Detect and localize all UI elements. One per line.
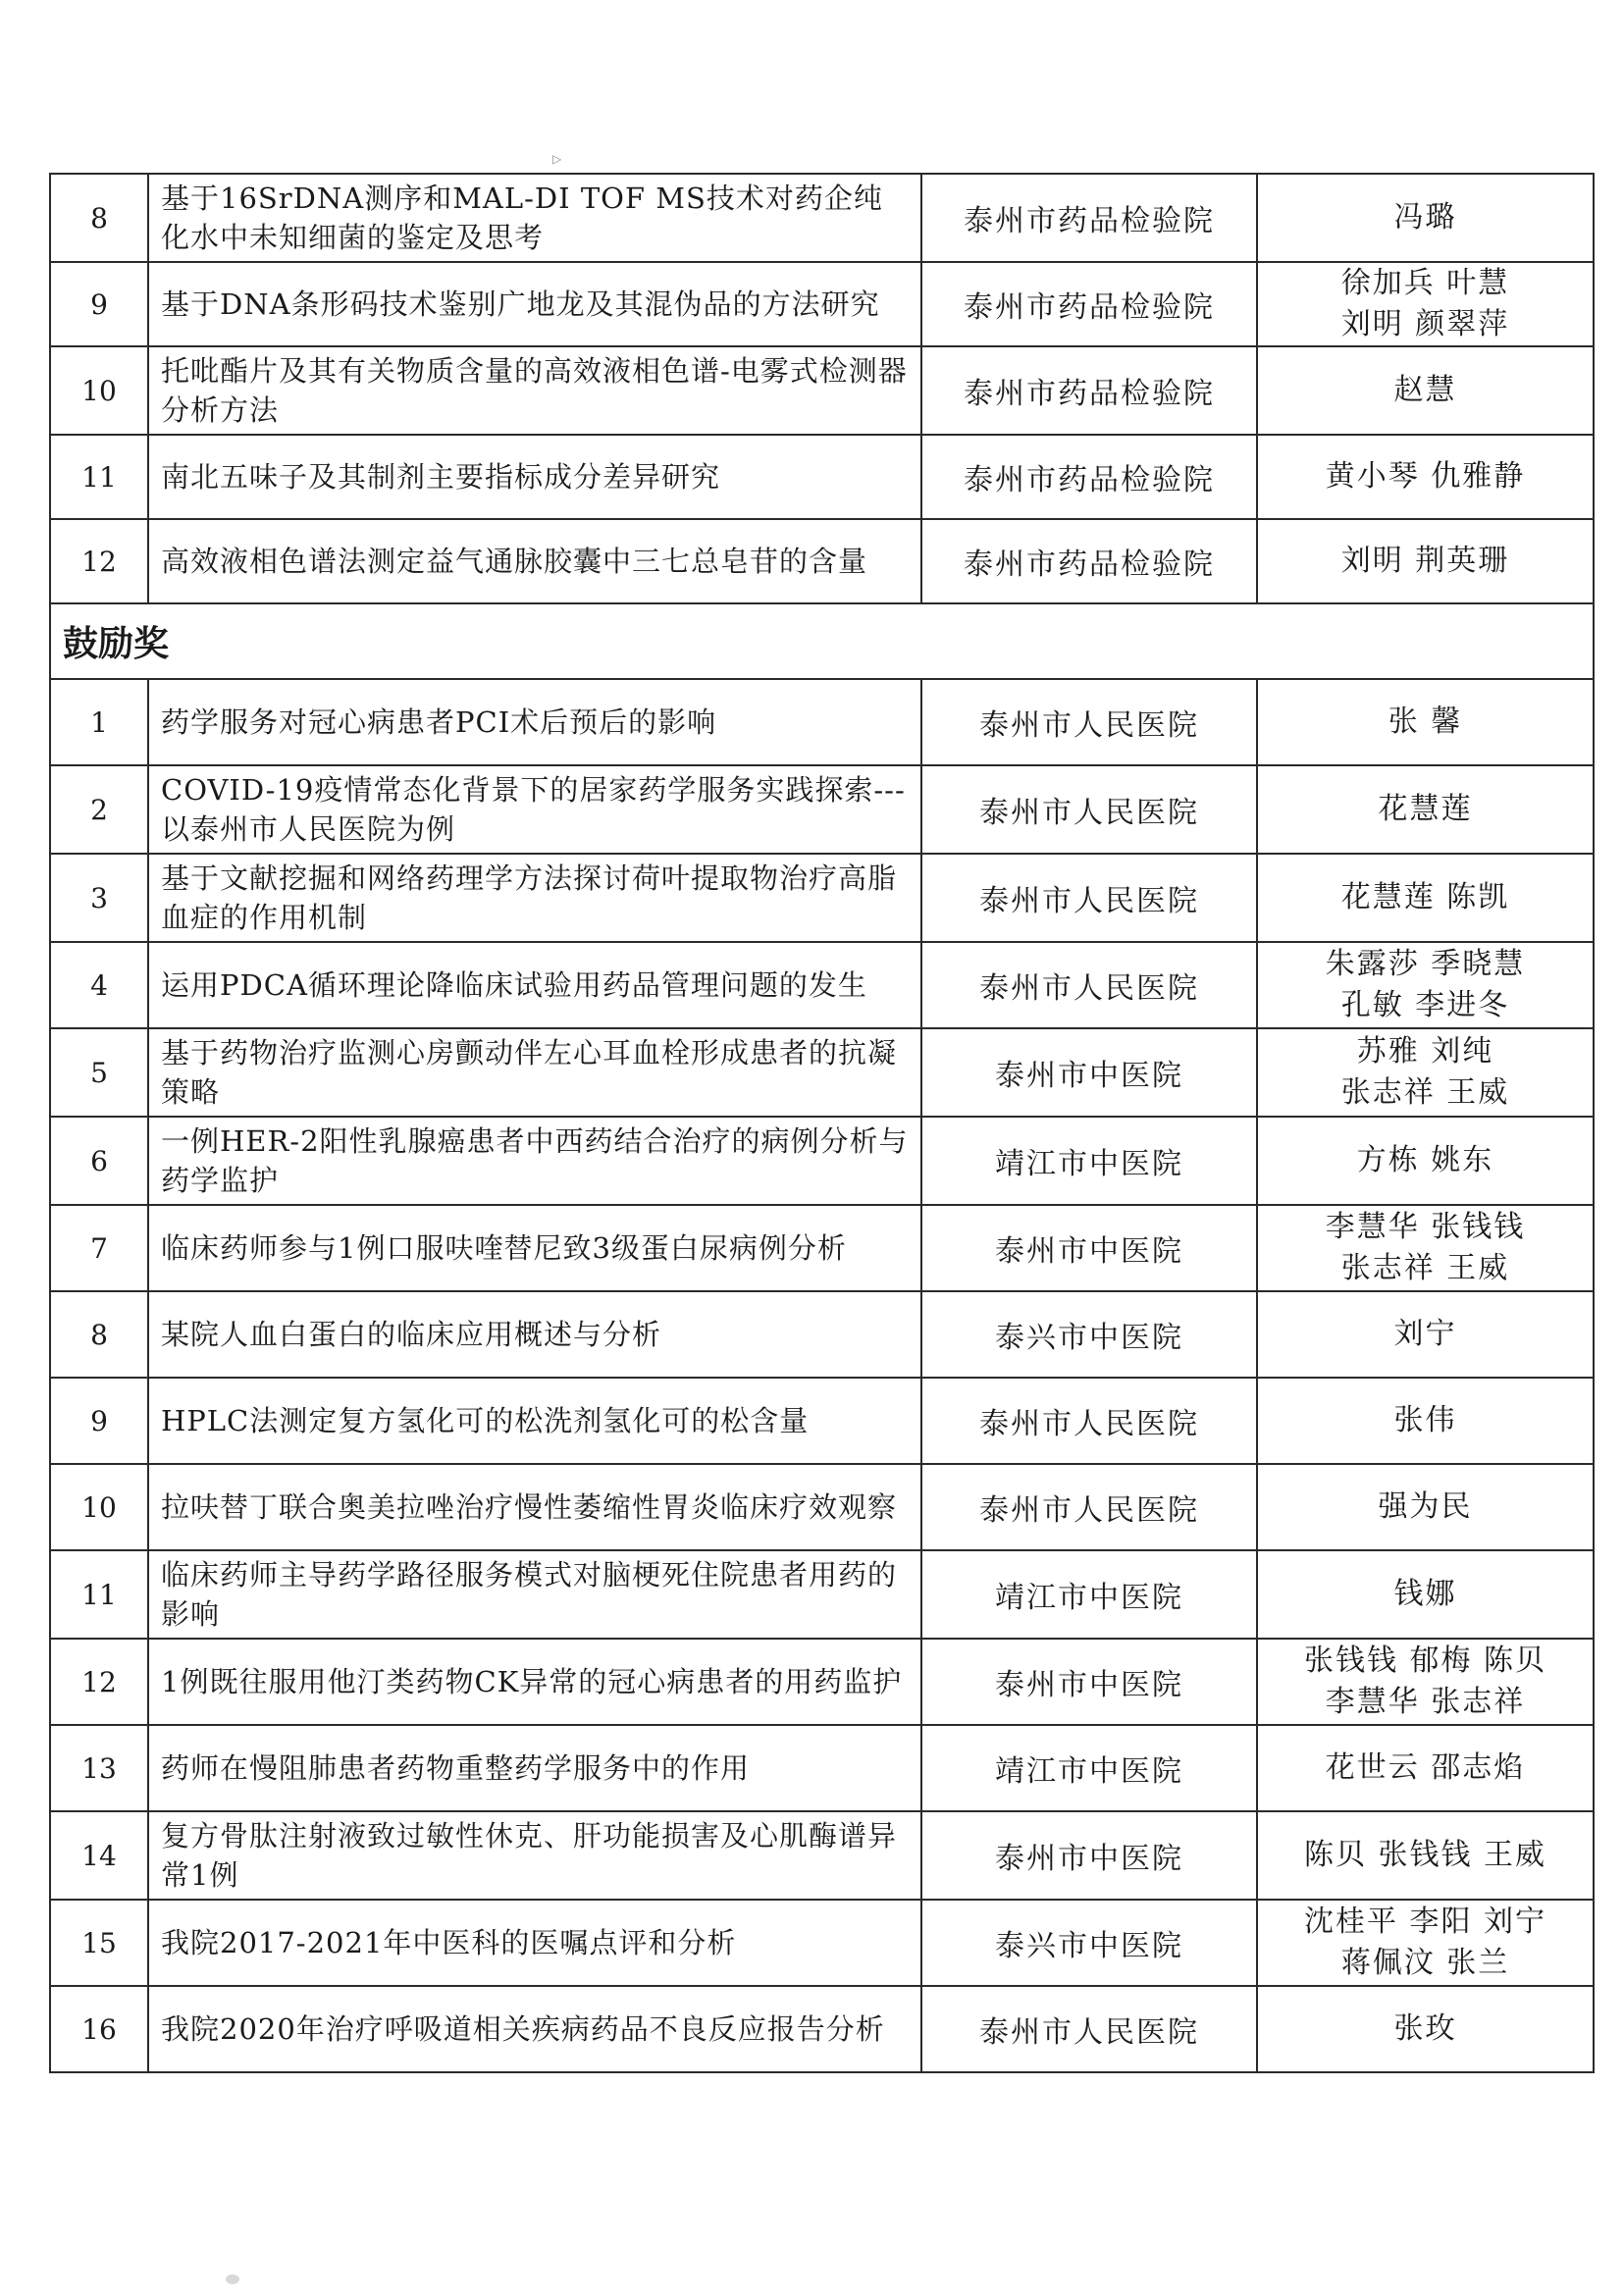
author-line: 花慧莲: [1378, 792, 1473, 826]
paper-title: 基于药物治疗监测心房颤动伴左心耳血栓形成患者的抗凝策略: [148, 1028, 921, 1117]
table-row: [50, 262, 1594, 346]
author-line: 李慧华 张志祥: [1325, 1685, 1526, 1719]
organization: 泰州市人民医院: [921, 1378, 1257, 1464]
paper-title: 基于16SrDNA测序和MAL-DI TOF MS技术对药企纯化水中未知细菌的鉴定及思考: [148, 174, 921, 262]
authors: [1257, 1811, 1594, 1900]
table-row: [50, 435, 1594, 519]
organization: 泰州市药品检验院: [921, 174, 1257, 262]
authors: [1257, 519, 1594, 603]
author-line: 花慧莲 陈凯: [1340, 880, 1510, 914]
table-row: [50, 1378, 1594, 1464]
table-row: [50, 942, 1594, 1028]
authors: [1257, 1378, 1594, 1464]
row-number: 2: [50, 765, 148, 854]
authors: [1257, 765, 1594, 854]
author-line: 陈贝 张钱钱 王威: [1303, 1838, 1547, 1872]
authors: [1257, 1900, 1594, 1986]
authors: [1257, 174, 1594, 262]
paper-title: 复方骨肽注射液致过敏性休克、肝功能损害及心肌酶谱异常1例: [148, 1811, 921, 1900]
authors: [1257, 435, 1594, 519]
paper-title: 药师在慢阻肺患者药物重整药学服务中的作用: [148, 1725, 921, 1811]
author-line: 方栋 姚东: [1356, 1143, 1494, 1177]
row-number: 9: [50, 262, 148, 346]
encouragement-prize-rows: [50, 679, 1594, 2072]
table-row: [50, 346, 1594, 435]
row-number: 1: [50, 679, 148, 765]
organization: 泰州市药品检验院: [921, 346, 1257, 435]
authors: [1257, 1291, 1594, 1378]
author-line: 张志祥 王威: [1340, 1251, 1510, 1285]
organization: 泰兴市中医院: [921, 1291, 1257, 1378]
organization: 泰州市中医院: [921, 1028, 1257, 1117]
awards-table-container: [49, 173, 1595, 2073]
organization: 泰州市药品检验院: [921, 519, 1257, 603]
awards-table: [49, 173, 1595, 2073]
author-line: 钱娜: [1393, 1577, 1457, 1611]
row-number: 8: [50, 1291, 148, 1378]
organization: 泰州市人民医院: [921, 942, 1257, 1028]
table-row: [50, 1639, 1594, 1725]
author-line: 苏雅 刘纯: [1356, 1034, 1494, 1069]
author-line: 孔敏 李进冬: [1340, 988, 1510, 1022]
row-number: 16: [50, 1986, 148, 2072]
organization: 泰州市药品检验院: [921, 262, 1257, 346]
author-line: 强为民: [1378, 1489, 1473, 1524]
table-row: [50, 1550, 1594, 1639]
paper-title: HPLC法测定复方氢化可的松洗剂氢化可的松含量: [148, 1378, 921, 1464]
organization: 靖江市中医院: [921, 1725, 1257, 1811]
row-number: 3: [50, 854, 148, 942]
authors: [1257, 346, 1594, 435]
authors: [1257, 854, 1594, 942]
row-number: 4: [50, 942, 148, 1028]
author-line: 张 馨: [1387, 704, 1463, 739]
paper-title: 托吡酯片及其有关物质含量的高效液相色谱-电雾式检测器分析方法: [148, 346, 921, 435]
row-number: 12: [50, 519, 148, 603]
organization: 泰兴市中医院: [921, 1900, 1257, 1986]
paper-title: 运用PDCA循环理论降临床试验用药品管理问题的发生: [148, 942, 921, 1028]
author-line: 花世云 邵志焰: [1325, 1750, 1526, 1785]
paper-title: 药学服务对冠心病患者PCI术后预后的影响: [148, 679, 921, 765]
organization: 泰州市人民医院: [921, 854, 1257, 942]
author-line: 刘明 荆英珊: [1340, 544, 1510, 578]
scan-mark: ▷: [552, 152, 562, 166]
organization: 靖江市中医院: [921, 1550, 1257, 1639]
author-line: 黄小琴 仇雅静: [1325, 459, 1526, 494]
organization: 泰州市中医院: [921, 1811, 1257, 1900]
row-number: 11: [50, 1550, 148, 1639]
paper-title: 我院2017-2021年中医科的医嘱点评和分析: [148, 1900, 921, 1986]
paper-title: 临床药师主导药学路径服务模式对脑梗死住院患者用药的影响: [148, 1550, 921, 1639]
table-row: [50, 519, 1594, 603]
row-number: 10: [50, 1464, 148, 1550]
row-number: 7: [50, 1205, 148, 1291]
row-number: 15: [50, 1900, 148, 1986]
table-row: [50, 1117, 1594, 1205]
paper-title: 某院人血白蛋白的临床应用概述与分析: [148, 1291, 921, 1378]
paper-title: 临床药师参与1例口服呋喹替尼致3级蛋白尿病例分析: [148, 1205, 921, 1291]
author-line: 沈桂平 李阳 刘宁: [1303, 1905, 1547, 1939]
paper-title: 我院2020年治疗呼吸道相关疾病药品不良反应报告分析: [148, 1986, 921, 2072]
paper-title: 基于文献挖掘和网络药理学方法探讨荷叶提取物治疗高脂血症的作用机制: [148, 854, 921, 942]
scan-dot: [226, 2274, 239, 2284]
author-line: 张志祥 王威: [1340, 1075, 1510, 1110]
author-line: 蒋佩汶 张兰: [1340, 1946, 1510, 1980]
row-number: 6: [50, 1117, 148, 1205]
table-row: [50, 1986, 1594, 2072]
paper-title: 拉呋替丁联合奥美拉唑治疗慢性萎缩性胃炎临床疗效观察: [148, 1464, 921, 1550]
table-row: [50, 1464, 1594, 1550]
organization: 泰州市中医院: [921, 1205, 1257, 1291]
row-number: 5: [50, 1028, 148, 1117]
author-line: 李慧华 张钱钱: [1325, 1210, 1526, 1244]
organization: 靖江市中医院: [921, 1117, 1257, 1205]
row-number: 9: [50, 1378, 148, 1464]
table-row: [50, 1900, 1594, 1986]
paper-title: 1例既往服用他汀类药物CK异常的冠心病患者的用药监护: [148, 1639, 921, 1725]
first-prize-rows: [50, 174, 1594, 603]
organization: 泰州市人民医院: [921, 1464, 1257, 1550]
authors: [1257, 1117, 1594, 1205]
authors: [1257, 1205, 1594, 1291]
table-row: [50, 854, 1594, 942]
organization: 泰州市中医院: [921, 1639, 1257, 1725]
paper-title: 南北五味子及其制剂主要指标成分差异研究: [148, 435, 921, 519]
row-number: 10: [50, 346, 148, 435]
table-row: [50, 1291, 1594, 1378]
paper-title: 基于DNA条形码技术鉴别广地龙及其混伪品的方法研究: [148, 262, 921, 346]
author-line: 冯璐: [1393, 200, 1457, 235]
authors: [1257, 1639, 1594, 1725]
author-line: 张伟: [1393, 1403, 1457, 1437]
table-row: [50, 1028, 1594, 1117]
table-row: [50, 1811, 1594, 1900]
organization: 泰州市人民医院: [921, 765, 1257, 854]
table-row: [50, 765, 1594, 854]
authors: [1257, 262, 1594, 346]
author-line: 张玫: [1393, 2011, 1457, 2046]
authors: [1257, 1550, 1594, 1639]
author-line: 徐加兵 叶慧: [1340, 266, 1510, 300]
organization: 泰州市人民医院: [921, 1986, 1257, 2072]
author-line: 刘宁: [1393, 1317, 1457, 1351]
row-number: 12: [50, 1639, 148, 1725]
authors: [1257, 679, 1594, 765]
author-line: 张钱钱 郁梅 陈贝: [1303, 1644, 1547, 1678]
authors: [1257, 1464, 1594, 1550]
section-title: 鼓励奖: [50, 603, 1594, 679]
author-line: 朱露莎 季晓慧: [1325, 947, 1526, 981]
authors: [1257, 942, 1594, 1028]
row-number: 8: [50, 174, 148, 262]
row-number: 11: [50, 435, 148, 519]
paper-title: 一例HER-2阳性乳腺癌患者中西药结合治疗的病例分析与药学监护: [148, 1117, 921, 1205]
authors: [1257, 1725, 1594, 1811]
table-row: [50, 1205, 1594, 1291]
author-line: 刘明 颜翠萍: [1340, 307, 1510, 341]
organization: 泰州市药品检验院: [921, 435, 1257, 519]
paper-title: COVID-19疫情常态化背景下的居家药学服务实践探索---以泰州市人民医院为例: [148, 765, 921, 854]
row-number: 13: [50, 1725, 148, 1811]
author-line: 赵慧: [1393, 373, 1457, 407]
row-number: 14: [50, 1811, 148, 1900]
authors: [1257, 1986, 1594, 2072]
paper-title: 高效液相色谱法测定益气通脉胶囊中三七总皂苷的含量: [148, 519, 921, 603]
table-row: [50, 679, 1594, 765]
table-row: [50, 174, 1594, 262]
section-row: [50, 603, 1594, 679]
organization: 泰州市人民医院: [921, 679, 1257, 765]
section-header: [50, 603, 1594, 679]
authors: [1257, 1028, 1594, 1117]
table-row: [50, 1725, 1594, 1811]
